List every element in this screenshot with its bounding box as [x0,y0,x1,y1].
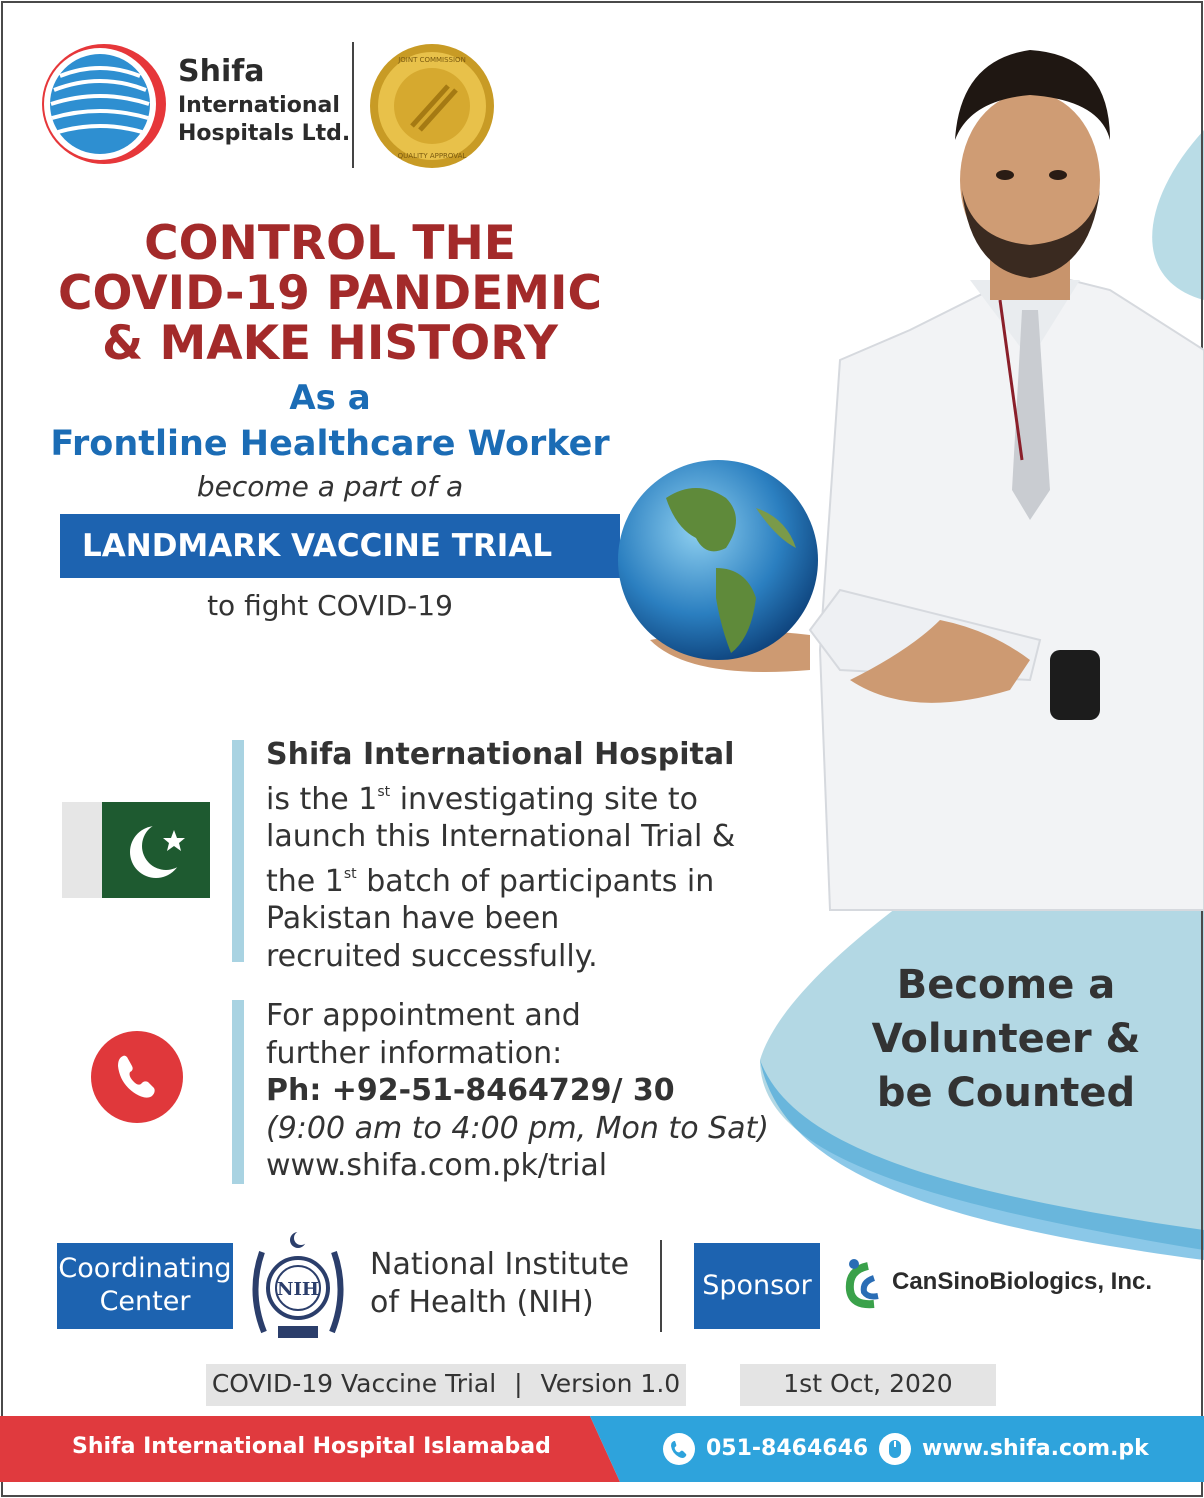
phone-icon [90,1030,184,1124]
cta-line2: Volunteer & [871,1016,1141,1062]
site-info-title: Shifa International Hospital [266,737,735,772]
headline-line3: & MAKE HISTORY [102,316,558,371]
version-box [206,1364,686,1406]
version-date: 1st Oct, 2020 [740,1364,996,1406]
contact-block [266,997,769,1185]
site-info-block [266,736,735,975]
nih-line2: of Health (NIH) [370,1285,594,1320]
nih-emblem-icon [244,1222,352,1346]
logo-line2: Hospitals Ltd. [178,121,351,146]
pakistan-flag-icon [62,802,210,898]
cansino-logo-icon [838,1256,890,1312]
sponsor-name: CanSinoBiologics, Inc. [892,1268,1153,1295]
nih-name [370,1246,629,1322]
logo-name: Shifa [178,54,265,89]
coordinating-line1: Coordinating [58,1253,232,1284]
headline-line1: CONTROL THE [144,216,516,271]
version-number: Version 1.0 [540,1369,681,1398]
contact-accent-bar [232,1000,244,1184]
site-info-line1: is the 1st investigating site to [266,781,698,817]
footer-website[interactable]: www.shifa.com.pk [922,1436,1149,1461]
role-text: Frontline Healthcare Worker [50,424,610,464]
site-info-line4: Pakistan have been [266,901,560,936]
logo-divider [352,42,354,168]
partner-divider [660,1240,662,1332]
coordinating-line2: Center [99,1286,191,1317]
footer-phone[interactable]: 051-8464646 [706,1436,869,1461]
cta-line1: Become a [896,962,1116,1008]
sponsor-label: Sponsor [694,1243,820,1329]
contact-hours: (9:00 am to 4:00 pm, Mon to Sat) [266,1110,769,1146]
footer-hospital: Shifa International Hospital Islamabad [72,1434,551,1459]
coordinating-center-label [57,1243,233,1329]
volunteer-cta [858,958,1154,1120]
shifa-globe-logo-icon [40,42,168,166]
logo-line1: International [178,93,340,118]
version-trial: COVID-19 Vaccine Trial [211,1369,497,1398]
svg-text:JOINT COMMISSION: JOINT COMMISSION [398,56,466,64]
as-a-text: As a [289,378,371,418]
contact-phone[interactable]: Ph: +92-51-8464729/ 30 [266,1073,675,1108]
jci-gold-seal-icon [368,42,496,170]
info-accent-bar [232,740,244,962]
contact-line1: For appointment and [266,998,581,1033]
become-part-text: become a part of a [196,470,464,503]
site-info-line3: the 1st batch of participants in [266,863,715,899]
version-separator: | [514,1369,523,1398]
contact-line2: further information: [266,1035,563,1071]
fight-covid-text: to fight COVID-19 [207,589,453,622]
site-info-line5: recruited successfully. [266,938,598,974]
svg-text:QUALITY APPROVAL: QUALITY APPROVAL [397,152,467,160]
earth-globe-icon [616,458,820,662]
site-info-line2: launch this International Trial & [266,819,736,854]
svg-text:NIH: NIH [277,1279,319,1300]
cta-line3: be Counted [876,1070,1136,1116]
footer-mouse-icon [878,1432,912,1466]
footer-phone-icon [662,1432,696,1466]
nih-line1: National Institute [370,1247,630,1282]
headline-line2: COVID-19 PANDEMIC [58,266,602,321]
landmark-banner: LANDMARK VACCINE TRIAL [60,514,620,578]
contact-url[interactable]: www.shifa.com.pk/trial [266,1148,608,1183]
